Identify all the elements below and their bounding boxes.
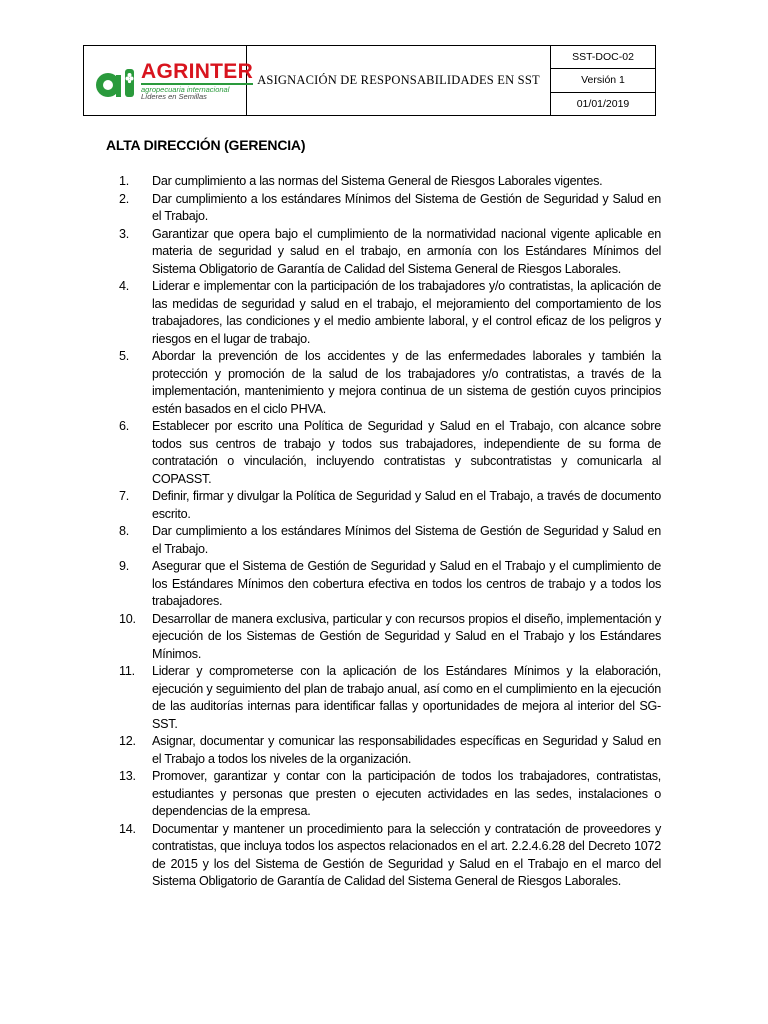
list-item-text: Asegurar que el Sistema de Gestión de Seguridad y Salud en el Trabajo y el cumplimiento de los Estándares Mínimos den cobertura efectiva en todos los centros de trabajo y a todos los trabajadores. — [152, 559, 661, 608]
list-item — [119, 226, 661, 279]
document-meta — [551, 46, 655, 115]
list-item — [119, 191, 661, 226]
list-item — [119, 488, 661, 523]
list-item-text: Garantizar que opera bajo el cumplimiento de la normatividad nacional vigente aplicable en materia de seguridad y salud en el trabajo, en armonía con los Estándares Mínimos del Sistema Obligatorio de Garantía de Calidad del Sistema General de Riesgos Laborales. — [152, 226, 661, 276]
list-item — [119, 418, 661, 488]
list-item-number: 1. — [119, 174, 130, 188]
list-item — [119, 523, 661, 558]
list-item-text: Establecer por escrito una Política de Seguridad y Salud en el Trabajo, con alcance sobre todos sus centros de trabajo y todos sus trabajadores, independiente de su forma de contratación o vinculación, incluyendo contratistas y subcontratistas y comunicarla al COPASST. — [152, 419, 661, 486]
list-item — [119, 558, 661, 611]
list-item-text: Documentar y mantener un procedimiento para la selección y contratación de proveedores y contratistas, que incluya todos los aspectos relacionados en el art. 2.2.4.6.28 del Decreto 1072 de 2015 y los del Sistema de Gestión de Seguridad y Salud en el Trabajo en el marco del Sistema Obligatorio de Garantía de Calidad del Sistema General de Riesgos Laborales. — [152, 821, 661, 888]
list-item — [119, 821, 661, 891]
list-item-text: Dar cumplimiento a los estándares Mínimos del Sistema de Gestión de Seguridad y Salud en el Trabajo. — [152, 191, 661, 223]
list-item-text: Asignar, documentar y comunicar las responsabilidades específicas en Seguridad y Salud en el Trabajo a todos los niveles de la organización. — [152, 734, 661, 766]
list-item — [119, 278, 661, 348]
document-header — [83, 45, 656, 116]
list-item — [119, 733, 661, 768]
document-date: 01/01/2019 — [576, 97, 630, 110]
responsibilities-list — [119, 173, 661, 891]
logo-tagline: Líderes en Semillas — [141, 92, 207, 101]
list-item-number: 2. — [119, 191, 130, 206]
logo-subtitle: agropecuaria internacional — [141, 84, 230, 94]
list-item-text: Dar cumplimiento a los estándares Mínimos del Sistema de Gestión de Seguridad y Salud en el Trabajo. — [152, 524, 661, 556]
list-item — [119, 611, 661, 664]
list-item-number: 9. — [119, 559, 130, 573]
list-item-text: Desarrollar de manera exclusiva, particular y con recursos propios el diseño, implementación y ejecución de los Sistemas de Gestión de Seguridad y Salud en el Trabajo y los Estándares Mínimos. — [152, 611, 661, 661]
logo — [84, 46, 254, 115]
list-item-number: 12. — [119, 734, 136, 748]
list-item-text: Liderar e implementar con la participación de los trabajadores y/o contratistas, la aplicación de las medidas de seguridad y salud en el trabajo, el mejoramiento del comportamiento de los trabajadores, las condiciones y el medio ambiente laboral, y el control eficaz de los peligros y riesgos en el lugar de trabajo. — [152, 279, 661, 346]
list-item-number: 14. — [119, 821, 136, 836]
list-item-number: 10. — [119, 611, 136, 626]
list-item-text: Abordar la prevención de los accidentes y de las enfermedades laborales y también la protección y promoción de la salud de los trabajadores y/o contratistas, a través de la implementación, mantenimiento y mejora continua de un sistema de gestión cuyos principios estén basados en el ciclo PHVA. — [152, 349, 661, 416]
list-item-text: Promover, garantizar y contar con la participación de todos los trabajadores, contratistas, estudiantes y personas que presten o ejecuten actividades en las sedes, instalaciones o dependencias de la empresa. — [152, 769, 661, 818]
document-code: SST-DOC-02 — [551, 46, 655, 69]
document-version: Versión 1 — [551, 69, 655, 92]
list-item-text: Liderar y comprometerse con la aplicación de los Estándares Mínimos y la elaboración, ejecución y seguimiento del plan de trabajo anual, así como en el cumplimiento en la ejecución de las auditorías internas para identificar fallas y oportunidades de mejora al interior del SG-SST. — [152, 664, 661, 731]
list-item-number: 8. — [119, 524, 130, 538]
section-title: ALTA DIRECCIÓN (GERENCIA) — [106, 137, 306, 153]
clover-logo-icon — [94, 59, 138, 103]
list-item — [119, 768, 661, 821]
list-item — [119, 173, 661, 191]
list-item-number: 13. — [119, 769, 136, 783]
list-item-text: Definir, firmar y divulgar la Política de Seguridad y Salud en el Trabajo, a través de documento escrito. — [152, 489, 661, 521]
list-item — [119, 663, 661, 733]
list-item-number: 5. — [119, 349, 130, 363]
list-item-number: 11. — [119, 664, 135, 678]
list-item-number: 4. — [119, 279, 130, 293]
document-title: ASIGNACIÓN DE RESPONSABILIDADES EN SST — [247, 46, 551, 115]
logo-brand: AGRINTER — [141, 59, 254, 83]
list-item — [119, 348, 661, 418]
list-item-number: 7. — [119, 489, 130, 503]
list-item-number: 6. — [119, 419, 130, 433]
list-item-text: Dar cumplimiento a las normas del Sistema General de Riesgos Laborales vigentes. — [152, 174, 603, 188]
list-item-number: 3. — [119, 226, 130, 241]
